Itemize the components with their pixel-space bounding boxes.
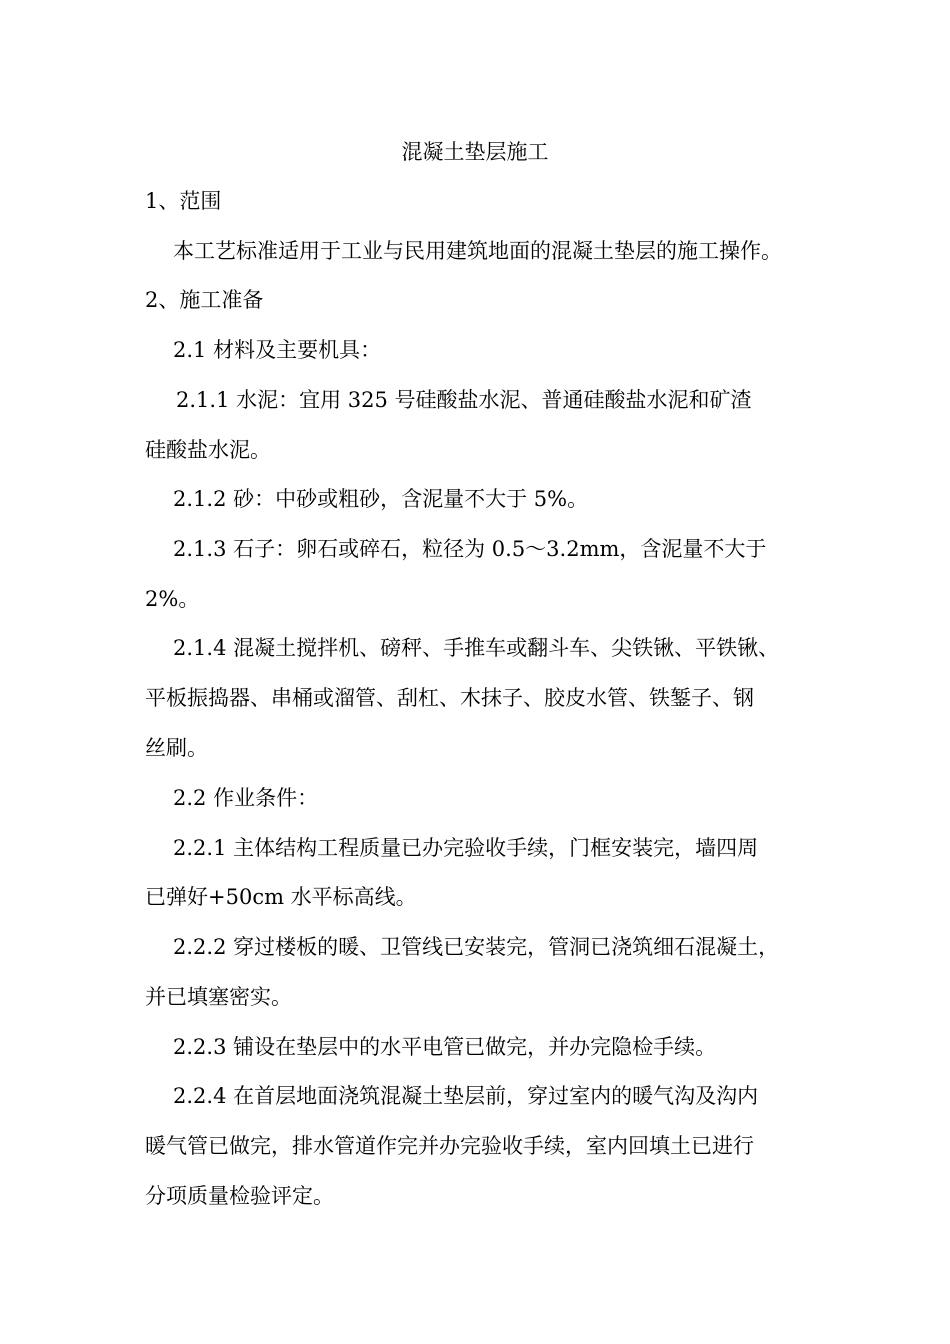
item-2-1-2: 2.1.2 砂：中砂或粗砂，含泥量不大于 5%。 [173, 487, 589, 511]
paragraph-scope: 本工艺标准适用于工业与民用建筑地面的混凝土垫层的施工操作。 [173, 239, 782, 263]
subsection-heading-materials: 2.1 材料及主要机具： [173, 338, 382, 362]
item-2-2-4-line-2: 暖气管已做完，排水管道作完并办完验收手续，室内回填土已进行 [145, 1134, 754, 1158]
subsection-heading-conditions: 2.2 作业条件： [173, 786, 319, 810]
item-2-2-2-line-1: 2.2.2 穿过楼板的暖、卫管线已安装完，管洞已浇筑细石混凝土， [173, 935, 780, 959]
item-2-1-4-line-3: 丝刷。 [145, 736, 208, 760]
item-2-2-3: 2.2.3 铺设在垫层中的水平电管已做完，并办完隐检手续。 [173, 1035, 717, 1059]
item-2-2-4-line-3: 分项质量检验评定。 [145, 1184, 334, 1208]
item-2-2-1-line-2: 已弹好+50cm 水平标高线。 [145, 885, 417, 909]
item-2-1-1-line-1: 2.1.1 水泥：宜用 325 号硅酸盐水泥、普通硅酸盐水泥和矿渣 [176, 388, 752, 412]
item-2-1-4-line-1: 2.1.4 混凝土搅拌机、磅秤、手推车或翻斗车、尖铁锹、平铁锹、 [173, 636, 780, 660]
section-heading-scope: 1、范围 [145, 189, 222, 213]
section-heading-preparation: 2、施工准备 [145, 288, 264, 312]
item-2-1-4-line-2: 平板振捣器、串桶或溜管、刮杠、木抹子、胶皮水管、铁錾子、钢 [145, 686, 754, 710]
document-title: 混凝土垫层施工 [401, 140, 549, 164]
item-2-2-4-line-1: 2.2.4 在首层地面浇筑混凝土垫层前，穿过室内的暖气沟及沟内 [173, 1084, 759, 1108]
item-2-1-1-line-2: 硅酸盐水泥。 [145, 438, 271, 462]
item-2-1-3-line-2: 2%。 [145, 587, 200, 611]
item-2-2-2-line-2: 并已填塞密实。 [145, 985, 292, 1009]
item-2-1-3-line-1: 2.1.3 石子：卵石或碎石，粒径为 0.5～3.2mm，含泥量不大于 [173, 537, 767, 561]
item-2-2-1-line-1: 2.2.1 主体结构工程质量已办完验收手续，门框安装完，墙四周 [173, 836, 759, 860]
